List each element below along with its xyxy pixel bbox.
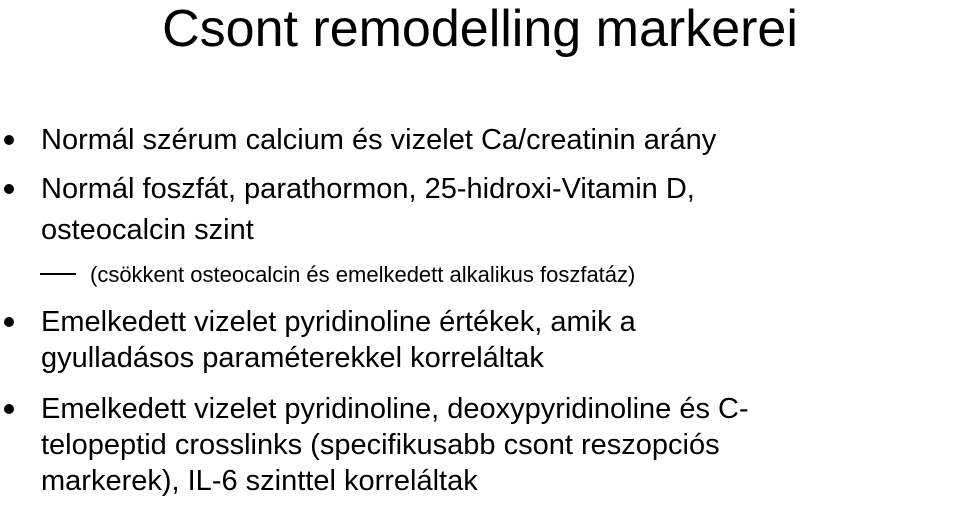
bullet-text-line: Emelkedett vizelet pyridinoline, deoxypyridinoline és C- [41, 393, 749, 425]
bullet-dot-icon [4, 317, 14, 327]
sub-bullet-text: (csökkent osteocalcin és emelkedett alkalikus foszfatáz) [90, 262, 636, 287]
slide-title: Csont remodelling markerei [162, 0, 798, 58]
bullet-text-line: Emelkedett vizelet pyridinoline értékek, amik a [41, 306, 636, 338]
bullet-text-line: telopeptid crosslinks (specifikusabb csont reszopciós [41, 429, 720, 461]
bullet-dot-icon [4, 404, 14, 414]
bullet-text-line: gyulladásos paraméterekkel korreláltak [41, 342, 544, 374]
dash-icon [40, 273, 76, 275]
bullet-text-line: Normál szérum calcium és vizelet Ca/creatinin arány [41, 124, 717, 156]
bullet-text-line: markerek), IL-6 szinttel korreláltak [41, 465, 478, 497]
bullet-text-line: Normál foszfát, parathormon, 25-hidroxi-Vitamin D, [41, 173, 695, 205]
bullet-dot-icon [4, 184, 14, 194]
bullet-dot-icon [4, 135, 14, 145]
bullet-text-line: osteocalcin szint [41, 214, 254, 246]
